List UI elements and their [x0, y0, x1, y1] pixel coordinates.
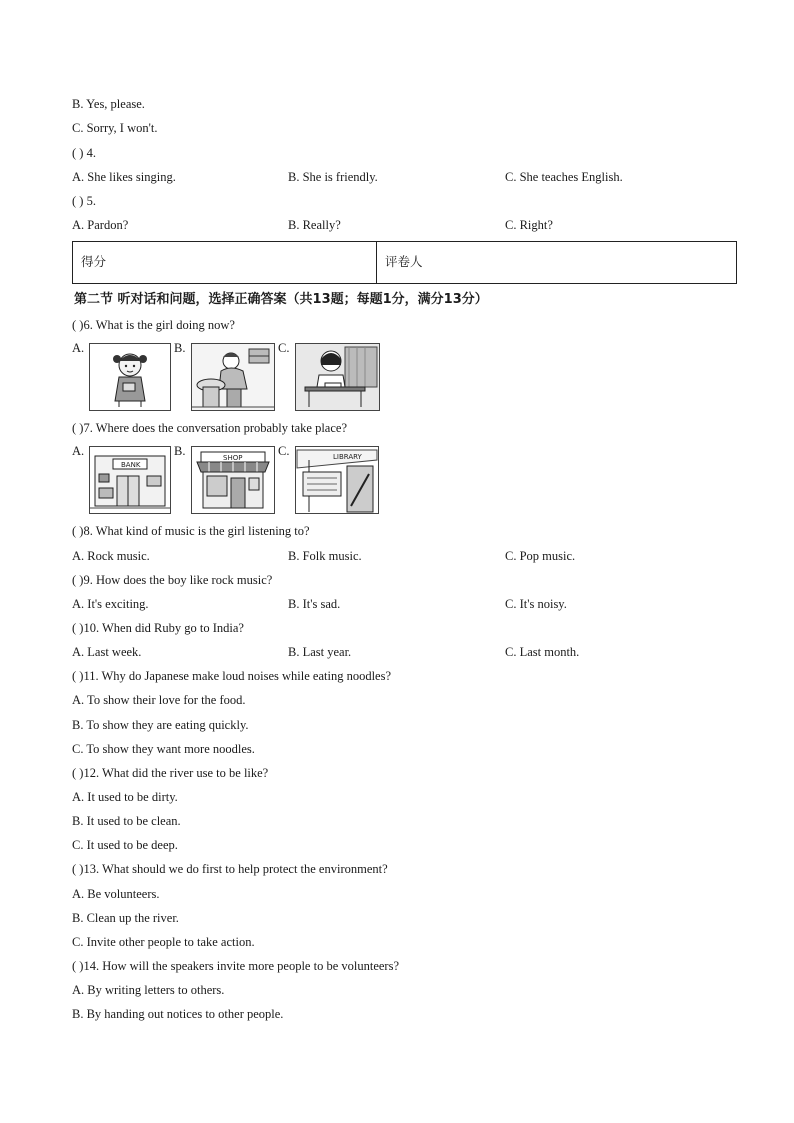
- q6-picture-a: [89, 343, 171, 411]
- q9-option-b: B. It's sad.: [288, 597, 341, 611]
- library-sign-text: LIBRARY: [333, 453, 362, 461]
- q12-option-a: A. It used to be dirty.: [72, 790, 178, 804]
- q6-picture-b: [191, 343, 275, 411]
- score-cell: 得分: [73, 242, 377, 283]
- q10-option-c: C. Last month.: [505, 645, 580, 659]
- q14-option-b: B. By handing out notices to other people.: [72, 1007, 284, 1021]
- q8-option-a: A. Rock music.: [72, 549, 150, 563]
- q6-label-c: C.: [278, 341, 290, 355]
- q4-option-c: C. She teaches English.: [505, 170, 623, 184]
- q3-option-c: C. Sorry, I won't.: [72, 121, 158, 135]
- q7-label-b: B.: [174, 444, 186, 458]
- q11-option-b: B. To show they are eating quickly.: [72, 718, 249, 732]
- q7-label-a: A.: [72, 444, 85, 458]
- q6-label-a: A.: [72, 341, 85, 355]
- q12-option-b: B. It used to be clean.: [72, 814, 181, 828]
- bank-sign-text: BANK: [121, 461, 141, 469]
- q7-label-c: C.: [278, 444, 290, 458]
- q8-stem: ( )8. What kind of music is the girl listening to?: [72, 524, 310, 538]
- q8-option-b: B. Folk music.: [288, 549, 362, 563]
- q6-label-b: B.: [174, 341, 186, 355]
- q13-option-a: A. Be volunteers.: [72, 887, 160, 901]
- q5-option-b: B. Really?: [288, 218, 341, 232]
- q7-picture-shop: [191, 446, 275, 514]
- q11-option-a: A. To show their love for the food.: [72, 693, 246, 707]
- grader-cell: 评卷人: [385, 254, 423, 269]
- q3-option-b: B. Yes, please.: [72, 97, 145, 111]
- q8-option-c: C. Pop music.: [505, 549, 576, 563]
- q11-option-c: C. To show they want more noodles.: [72, 742, 255, 756]
- q9-option-a: A. It's exciting.: [72, 597, 149, 611]
- q5-option-a: A. Pardon?: [72, 218, 129, 232]
- q6-picture-c: [295, 343, 380, 411]
- q14-stem: ( )14. How will the speakers invite more people to be volunteers?: [72, 959, 399, 973]
- q10-stem: ( )10. When did Ruby go to India?: [72, 621, 244, 635]
- q7-stem: ( )7. Where does the conversation probably take place?: [72, 421, 347, 435]
- q9-option-c: C. It's noisy.: [505, 597, 567, 611]
- q11-stem: ( )11. Why do Japanese make loud noises while eating noodles?: [72, 669, 392, 683]
- score-table: [72, 241, 737, 284]
- q5-option-c: C. Right?: [505, 218, 553, 232]
- q10-option-a: A. Last week.: [72, 645, 142, 659]
- shop-sign-text: SHOP: [223, 454, 243, 462]
- q5-stem: ( ) 5.: [72, 194, 96, 208]
- q4-option-a: A. She likes singing.: [72, 170, 176, 184]
- q7-picture-library: [295, 446, 379, 514]
- q14-option-a: A. By writing letters to others.: [72, 983, 225, 997]
- q10-option-b: B. Last year.: [288, 645, 352, 659]
- q4-stem: ( ) 4.: [72, 146, 96, 160]
- q9-stem: ( )9. How does the boy like rock music?: [72, 573, 273, 587]
- section-title: 第二节 听对话和问题，选择正确答案（共13题；每题1分，满分13分）: [74, 292, 488, 307]
- q13-option-b: B. Clean up the river.: [72, 911, 179, 925]
- q4-option-b: B. She is friendly.: [288, 170, 378, 184]
- q13-option-c: C. Invite other people to take action.: [72, 935, 255, 949]
- q12-option-c: C. It used to be deep.: [72, 838, 178, 852]
- q12-stem: ( )12. What did the river use to be like?: [72, 766, 269, 780]
- q7-picture-bank: [89, 446, 171, 514]
- q6-stem: ( )6. What is the girl doing now?: [72, 318, 235, 332]
- q13-stem: ( )13. What should we do first to help protect the environment?: [72, 862, 388, 876]
